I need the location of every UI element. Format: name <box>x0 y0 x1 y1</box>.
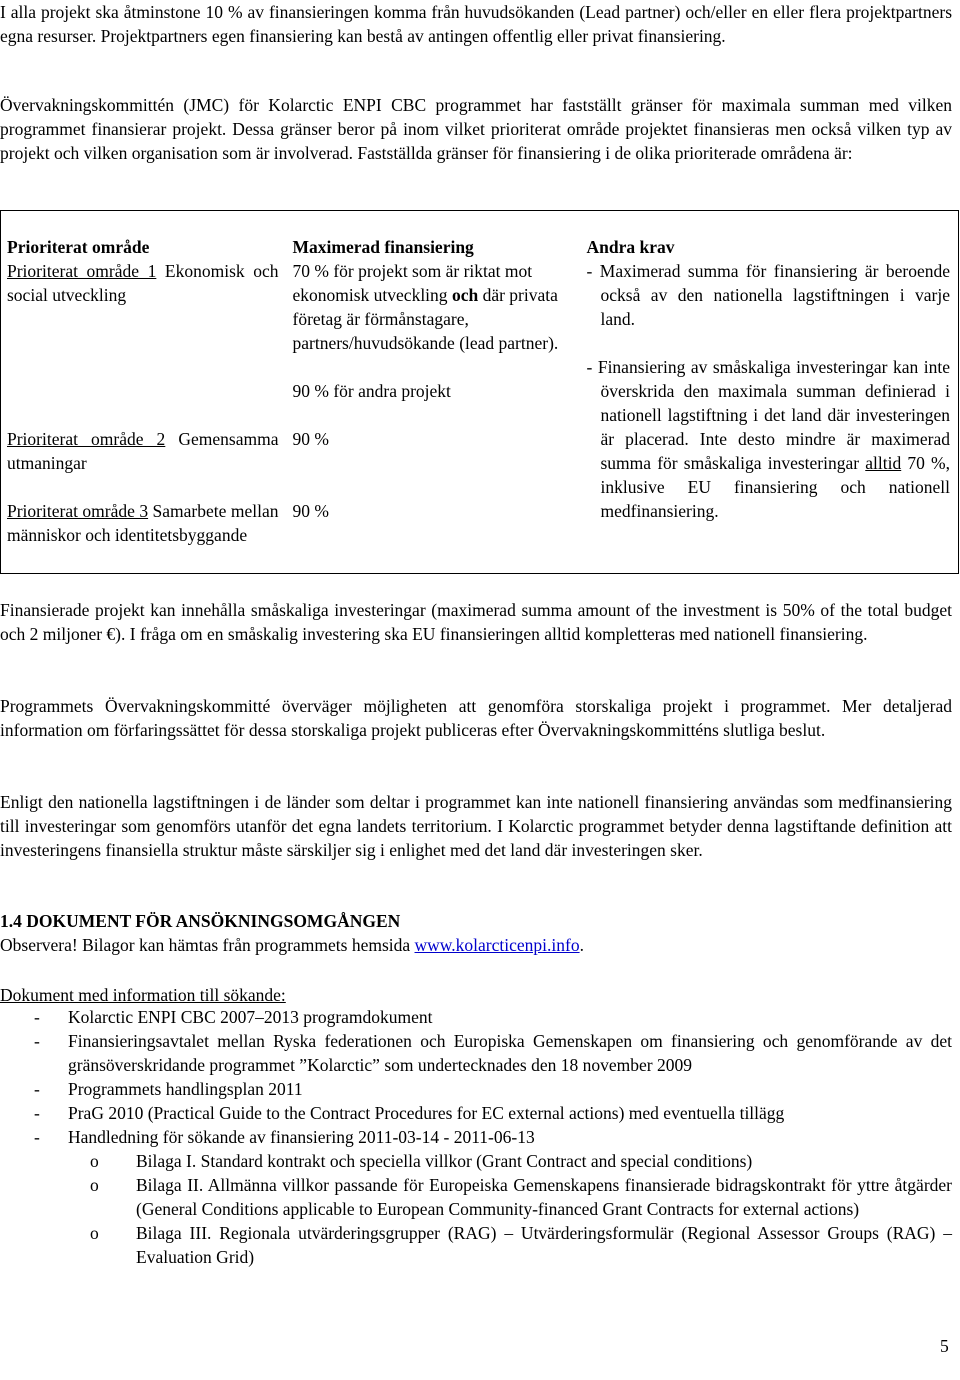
documents-list <box>0 1005 952 1269</box>
header-other-requirements: Andra krav <box>586 237 675 257</box>
funding-limits-table <box>0 210 959 574</box>
priority-area-1-label: Prioriterat område 1 <box>7 261 157 281</box>
list-item: - Finansieringsavtalet mellan Ryska federationen och Europiska Gemenskapen om finansiering och genomförande av det gränsöverskridande programmet ”Kolarctic” som undertecknades den 18 november 2009 <box>0 1029 952 1077</box>
priority-area-1: Prioriterat område 1 Ekonomisk och social utveckling <box>7 261 279 305</box>
list-item: - Kolarctic ENPI CBC 2007–2013 programdokument <box>0 1005 952 1029</box>
list-item: - PraG 2010 (Practical Guide to the Contract Procedures for EC external actions) med eventuella tillägg <box>0 1101 952 1125</box>
section-heading: 1.4 DOKUMENT FÖR ANSÖKNINGSOMGÅNGEN <box>0 911 401 931</box>
other-requirements <box>581 259 959 574</box>
page-number: 5 <box>940 1336 949 1356</box>
priority-area-3: Prioriterat område 3 Samarbete mellan människor och identitetsbyggande <box>7 501 279 545</box>
funding-area-2: 90 % <box>292 429 329 449</box>
attachment-item: o Bilaga I. Standard kontrakt och speciella villkor (Grant Contract and special conditions) <box>68 1149 952 1173</box>
attachment-item: o Bilaga II. Allmänna villkor passande för Europeiska Gemenskapens finansierade bidragskontrakt för yttre åtgärder (General Conditions applicable to European Community-financed Grant Contracts for external actions) <box>68 1173 952 1221</box>
priority-area-3-label: Prioriterat område 3 <box>7 501 149 521</box>
funding-area-3: 90 % <box>292 501 329 521</box>
list-item: - Handledning för sökande av finansiering 2011-03-14 - 2011-06-13 o Bilaga I. Standard kontrakt och speciella villkor (Grant Contract and special conditions) o Bilaga II. Allmänna villkor passande för Europeiska Gemenskapens finansierade bidragskontrakt för yttre åtgärder (General Conditions applicable to European Community-financed Grant Contracts for external actions) o Bilaga III. Regionala utvärderingsgrupper (RAG) – Utvärderingsformulär (Regional Assessor Groups (RAG) – Evaluation Grid) <box>0 1125 952 1269</box>
attachments-note: Observera! Bilagor kan hämtas från programmets hemsida www.kolarcticenpi.info. <box>0 935 584 955</box>
attachments-list <box>68 1149 952 1269</box>
paragraph-cofinancing: I alla projekt ska åtminstone 10 % av finansieringen komma från huvudsökanden (Lead partner) och/eller en eller flera projektpartners egna resurser. Projektpartners egen finansiering kan bestå av antingen offentlig eller privat finansiering. <box>0 2 952 46</box>
priority-area-2-label: Prioriterat område 2 <box>7 429 166 449</box>
paragraph-national-law: Enligt den nationella lagstiftningen i de länder som deltar i programmet kan inte nationell finansiering användas som medfinansiering till investeringar som genomförs utanför det egna landets territorium. I Kolarctic programmet betyder denna lagstiftande definition att investeringens finansiella struktur måste särskiljer sig i enlighet med det land där investeringen sker. <box>0 792 952 860</box>
funding-other-projects: 90 % för andra projekt <box>292 381 451 401</box>
header-max-funding: Maximerad finansiering <box>292 237 474 257</box>
requirement-national-law: - Maximerad summa för finansiering är beroende också av den nationella lagstiftningen i varje land. <box>586 261 950 329</box>
list-item: - Programmets handlingsplan 2011 <box>0 1077 952 1101</box>
table-row <box>1 259 959 427</box>
paragraph-large-projects: Programmets Övervakningskommitté överväger möjligheten att genomföra storskaliga projekt i programmet. Mer detaljerad information om förfaringssättet för dessa storskaliga projekt publiceras efter Övervakningskommitténs slutliga beslut. <box>0 696 952 740</box>
header-priority-area: Prioriterat område <box>7 237 150 257</box>
paragraph-jmc-limits: Övervakningskommittén (JMC) för Kolarctic ENPI CBC programmet har fastställt gränser för maximala summan med vilken programmet finansierar projekt. Dessa gränser beror på inom vilket prioriterat område projektet finansieras men också vilken typ av projekt och vilken organisation som är involverad. Fastställda gränser för finansiering i de olika prioriterade områdena är: <box>0 95 952 163</box>
funding-area-1: 70 % för projekt som är riktat mot ekonomisk utveckling och där privata företag är förmånstagare, partners/huvudsökande (lead partner). 90 % för andra projekt <box>292 261 559 401</box>
priority-area-2: Prioriterat område 2 Gemensamma utmaningar <box>7 429 279 473</box>
documents-label: Dokument med information till sökande: <box>0 985 286 1005</box>
paragraph-small-investments: Finansierade projekt kan innehålla småskaliga investeringar (maximerad summa amount of the investment is 50% of the total budget och 2 miljoner €). I fråga om en småskalig investering ska EU finansieringen alltid kompletteras med nationell finansiering. <box>0 600 952 644</box>
attachment-item: o Bilaga III. Regionala utvärderingsgrupper (RAG) – Utvärderingsformulär (Regional Assessor Groups (RAG) – Evaluation Grid) <box>68 1221 952 1269</box>
requirement-small-investments: - Finansiering av småskaliga investeringar kan inte överskrida den maximala summan definierad i nationell lagstiftning i det land där investeringen är placerad. Inte desto mindre är maximerad summa för småskaliga investeringar alltid 70 %, inklusive EU finansiering och nationell medfinansiering. <box>586 357 951 521</box>
programme-website-link[interactable]: www.kolarcticenpi.info <box>414 935 580 955</box>
table-header-row <box>1 211 959 260</box>
